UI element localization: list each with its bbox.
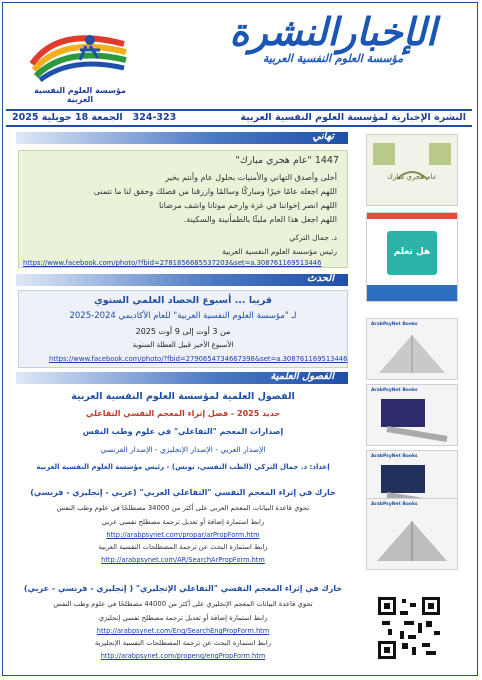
thumb-greeting-text: عام هجري مبارك [387, 173, 437, 181]
greetings-box [18, 150, 348, 268]
issue-date: الجمعة 18 جويلية 2025 [12, 112, 123, 123]
thumb-book-caption: ArabPsyNet Books [371, 388, 418, 393]
arabic-dict-search-link[interactable]: http://arabpsynet.com/AR/SearchArPropForm.htm [101, 556, 265, 564]
arabic-dict-form-link[interactable]: http://arabpsynet.com/propar/arPropForm.htm [106, 531, 260, 539]
section-greetings-title: تهاني [312, 131, 334, 142]
thumb-book-caption: ArabPsyNet Books [371, 322, 418, 327]
english-dictionary-block [18, 578, 348, 674]
sidebar-thumbnails [366, 134, 458, 594]
event-line: الأسبوع الأخير قبيل العطلة السنوية [132, 341, 234, 349]
thumb-book-1[interactable] [366, 318, 458, 380]
section-event-bar [16, 274, 348, 286]
masthead-subtitle: مؤسسة العلوم النفسية العربية [262, 52, 404, 65]
event-box [18, 290, 348, 368]
issue-number: 324-323 [132, 112, 177, 123]
greetings-link[interactable]: https://www.facebook.com/photo/?fbid=2781856685537203&set=a.308761169513446 [23, 259, 322, 267]
chapters-title: الفصول العلمية لمؤسسة العلوم النفسية العربية [71, 391, 295, 402]
greetings-title: 1447 "عام هجري مبارك" [235, 155, 339, 166]
thumb-book-2[interactable] [366, 384, 458, 446]
issue-bar [6, 109, 472, 127]
greetings-line: اللهم اجعله عامًا خيرًا ومباركًا وسالمًا وارزقنا من فضلك وحقق لنا ما نتمنى [93, 187, 337, 196]
english-dict-title: خارك في إثراء المعجم النفسي "التفاعلي الإنجليزي" ( إنجليزي - فرنسي - عربي) [23, 584, 343, 593]
event-link[interactable]: https://www.facebook.com/photo/?fbid=2790654734667398&set=a.308761169513446 [49, 355, 348, 363]
english-dict-search-label: رابط استمارة البحث عن ترجمة المصطلحات النفسية الإنجليزية [94, 639, 272, 647]
arabic-dict-desc: تحوي قاعدة البيانات المعجم العربي على أكثر من 34000 مصطلحًا في علوم وطب النفس [56, 504, 310, 512]
section-greetings-bar [16, 132, 348, 144]
arabic-dict-title: خارك في إثراء المعجم النفسي "التفاعلي العربي" (عربي - إنجليزي - فرنسي) [30, 488, 336, 497]
english-dict-desc: تحوي قاعدة البيانات المعجم الإنجليزي على أكثر من 44000 مصطلحًا في علوم وطب النفس [53, 600, 313, 608]
english-dict-search-link[interactable]: http://arabpsynet.com/propeng/engPropForm.htm [100, 652, 266, 660]
event-title: قريبا ... أسبوع الحصاد العلمي السنوي [94, 295, 272, 306]
masthead [202, 10, 464, 80]
section-chapters-title: الفصول العلمية [270, 371, 334, 382]
signature-name: د. جمال التركي [289, 233, 337, 242]
chapters-line: جديد 2025 - فصل إثراء المعجم النفسي التفاعلي [85, 409, 281, 418]
thumb-book-caption: ArabPsyNet Books [371, 502, 418, 507]
english-dict-form-link[interactable]: http://arabpsynet.com/Eng/SearchEngPropForm.htm [96, 627, 270, 635]
greetings-line: اللهم اجعل هذا العام مليئًا بالطمأنينة والسكينة. [183, 215, 337, 224]
qr-code[interactable] [378, 597, 440, 659]
logo-caption: مؤسسة العلوم النفسية العربية [34, 86, 126, 104]
chapters-box [18, 385, 348, 492]
arabic-dict-form-label: رابط استمارة إضافة أو تعديل ترجمة مصطلح نفسي عربي [101, 518, 265, 526]
thumb-did-you-know-text: هل تعلم [393, 247, 431, 257]
section-event-title: الحدث [307, 273, 334, 284]
signature-title: رئيس مؤسسة العلوم النفسية العربية [222, 247, 337, 256]
event-line: من 3 أوت إلى 9 أوت 2025 [135, 327, 231, 336]
chapters-line: إعداد: د. جمال التركي (الطب النفسي، تونس) - رئيس مؤسسة العلوم النفسية العربية [36, 463, 330, 471]
newsletter-title: النشرة الإخبارية لمؤسسة العلوم النفسية العربية [240, 112, 466, 123]
greetings-line: أحلى وأصدق التهاني والأمنيات بحلول عام وأنتم بخير [165, 173, 337, 182]
thumb-book-caption: ArabPsyNet Books [371, 454, 418, 459]
english-dict-form-label: رابط استمارة إضافة أو تعديل ترجمة مصطلح نفسي إنجليزي [98, 614, 268, 622]
chapters-line: الإصدار العربي - الإصدار الإنجليزي - الإصدار الفرنسي [100, 445, 266, 454]
arabic-dictionary-block [18, 488, 348, 578]
section-chapters-bar [16, 372, 348, 384]
event-line: لـ "مؤسسة العلوم النفسية العربية" للعام الأكاديمي 2024-2025 [69, 311, 297, 321]
thumb-did-you-know[interactable] [366, 212, 458, 302]
issue-date-group [12, 112, 176, 123]
header [6, 6, 474, 104]
chapters-line: إصدارات المعجم "التفاعلي" في علوم وطب النفس [82, 427, 284, 436]
masthead-title: الإخبارالنشرة [229, 9, 437, 54]
thumb-book-4[interactable] [366, 498, 458, 570]
foundation-logo [28, 24, 130, 82]
thumb-hijri-greeting[interactable] [366, 134, 458, 206]
arabic-dict-search-label: رابط استمارة البحث عن ترجمة المصطلحات النفسية العربية [98, 543, 268, 551]
greetings-line: اللهم انصر إخواننا في غزة وارحم موتانا واشف مرضانا [159, 201, 337, 210]
